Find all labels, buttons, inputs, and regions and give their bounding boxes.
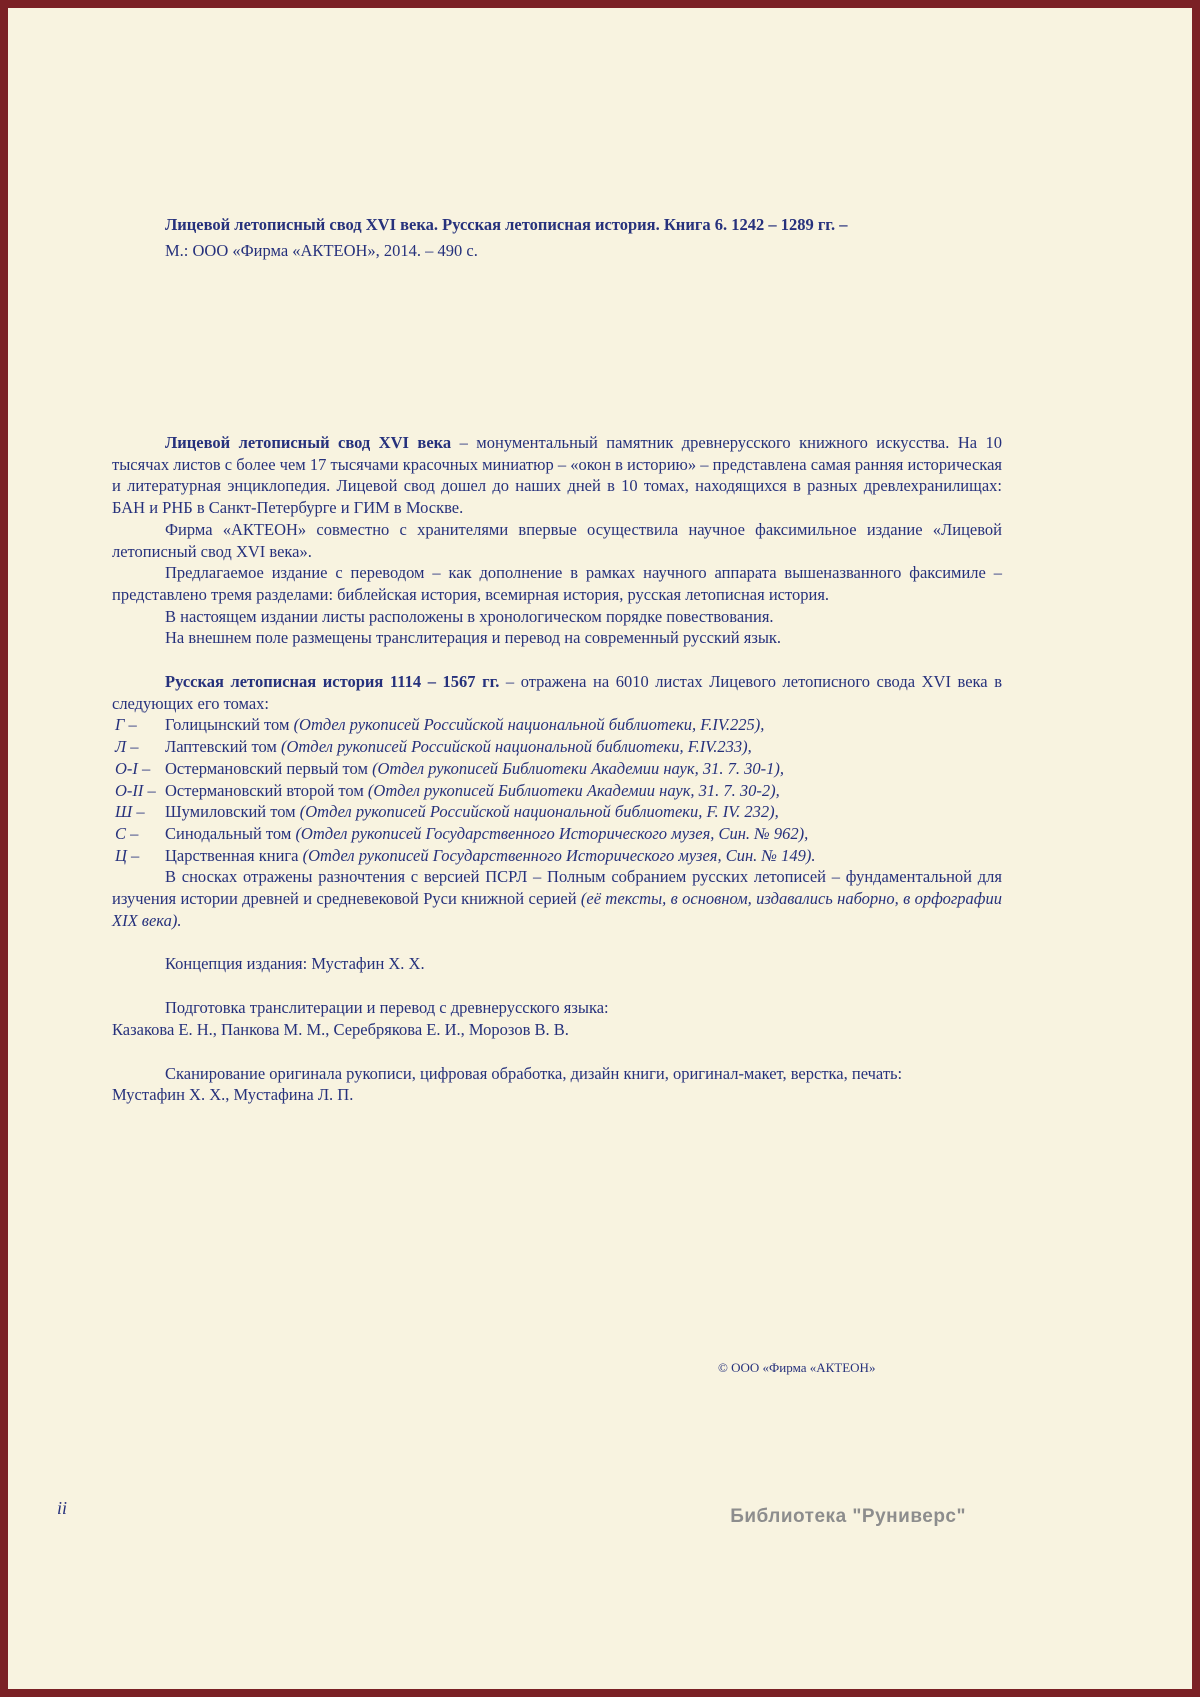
list-item xyxy=(112,714,1002,736)
volume-letter: Л – xyxy=(115,737,139,757)
volume-detail: (Отдел рукописей Библиотеки Академии наук, 31. 7. 30-2), xyxy=(367,780,780,800)
paragraph-history xyxy=(112,671,1002,714)
volume-detail: (Отдел рукописей Российской национальной библиотеки, F.IV.225), xyxy=(293,715,765,735)
page-number: ii xyxy=(57,1498,68,1518)
volume-letter: С – xyxy=(115,823,139,843)
intro-lead-bold: Лицевой летописный свод XVI века xyxy=(165,433,452,452)
credit-concept: Концепция издания: Мустафин Х. Х. xyxy=(165,954,425,974)
paragraph-intro xyxy=(112,432,1002,519)
list-item xyxy=(112,801,1002,823)
credit-translation-names: Казакова Е. Н., Панкова М. М., Серебрякова Е. И., Морозов В. В. xyxy=(112,1019,569,1039)
credit-production-label: Сканирование оригинала рукописи, цифровая обработка, дизайн книги, оригинал-макет, верстка, печать: xyxy=(165,1063,903,1083)
volume-detail: (Отдел рукописей Российской национальной библиотеки, F.IV.233), xyxy=(280,737,752,757)
paragraph-order: В настоящем издании листы расположены в хронологическом порядке повествования. xyxy=(165,606,774,626)
paragraph-facsimile: Фирма «АКТЕОН» совместно с хранителями впервые осуществила научное факсимильное издание «Лицевой летописный свод XVI века». xyxy=(112,519,1002,561)
copyright-notice: © ООО «Фирма «АКТЕОН» xyxy=(718,1360,876,1375)
list-item xyxy=(112,845,1002,867)
library-watermark: Библиотека "Руниверс" xyxy=(730,1506,966,1527)
list-item xyxy=(112,823,1002,845)
volume-name: Лаптевский том xyxy=(165,737,281,757)
paragraph-edition: Предлагаемое издание с переводом – как дополнение в рамках научного аппарата вышеназванного факсимиле – представлено тремя разделами: библейская история, всемирная история, русская летописная история. xyxy=(112,563,1002,604)
volume-name: Шумиловский том xyxy=(165,802,300,822)
history-lead-rest: – отражена на 6010 листах Лицевого летописного свода XVI века в следующих его томах: xyxy=(112,672,1002,713)
header-imprint-line: М.: ООО «Фирма «АКТЕОН», 2014. – 490 с. xyxy=(165,241,478,260)
header-title-bold: Лицевой летописный свод XVI века. Русская летописная история. Книга 6. 1242 – 1289 гг. – xyxy=(165,215,848,234)
volume-letter: Г – xyxy=(115,715,137,735)
volume-detail: (Отдел рукописей Российской национальной библиотеки, F. IV. 232), xyxy=(299,802,779,822)
list-item xyxy=(112,758,1002,780)
volume-detail: (Отдел рукописей Государственного Исторического музея, Син. № 149). xyxy=(302,845,816,865)
intro-lead-rest: – монументальный памятник древнерусского книжного искусства. На 10 тысячах листов с более чем 17 тысячами красочных миниатюр – «окон в историю» – представлена самая ранняя историческая и литературная энциклопедия. Лицевой свод дошел до наших дней в 10 томах, находящихся в разных древлехранилищах: БАН и РНБ в Санкт-Петербурге и ГИМ в Москве. xyxy=(112,433,1002,518)
paragraph-margins: На внешнем поле размещены транслитерация и перевод на современный русский язык. xyxy=(165,628,782,648)
volume-detail: (Отдел рукописей Государственного Исторического музея, Син. № 962), xyxy=(295,823,809,843)
volume-letter: О-I – xyxy=(115,758,151,778)
credit-production-names: Мустафин Х. Х., Мустафина Л. П. xyxy=(112,1085,354,1105)
volume-letter: Ц – xyxy=(115,845,140,865)
history-lead-bold: Русская летописная история 1114 – 1567 гг. xyxy=(165,672,500,692)
page-surface xyxy=(8,8,1192,1689)
header-title-line xyxy=(165,212,925,238)
list-item xyxy=(112,736,1002,758)
volume-name: Остермановский второй том xyxy=(165,780,368,800)
volume-name: Голицынский том xyxy=(165,715,294,735)
volume-name: Синодальный том xyxy=(165,823,296,843)
volume-letter: О-II – xyxy=(115,780,156,800)
volumes-list xyxy=(112,714,1002,866)
footnote-text: В сносках отражены разночтения с версией ПСРЛ – Полным собранием русских летописей – фундаментальной для изучения истории древней и средневековой Руси книжной серией xyxy=(112,867,1002,909)
volume-name: Царственная книга xyxy=(165,845,303,865)
list-item xyxy=(112,780,1002,802)
volume-detail: (Отдел рукописей Библиотеки Академии наук, 31. 7. 30-1), xyxy=(372,758,784,778)
volume-name: Остермановский первый том xyxy=(165,758,373,778)
paragraph-footnotes xyxy=(112,866,1002,931)
volume-letter: Ш – xyxy=(115,802,145,822)
bibliographic-header xyxy=(165,212,925,264)
main-text-block xyxy=(112,432,1002,1106)
credit-translation-label: Подготовка транслитерации и перевод с древнерусского языка: xyxy=(165,998,609,1018)
footnote-italic: (её тексты, в основном, издавались наборно, в орфографии XIX века). xyxy=(112,889,1002,930)
